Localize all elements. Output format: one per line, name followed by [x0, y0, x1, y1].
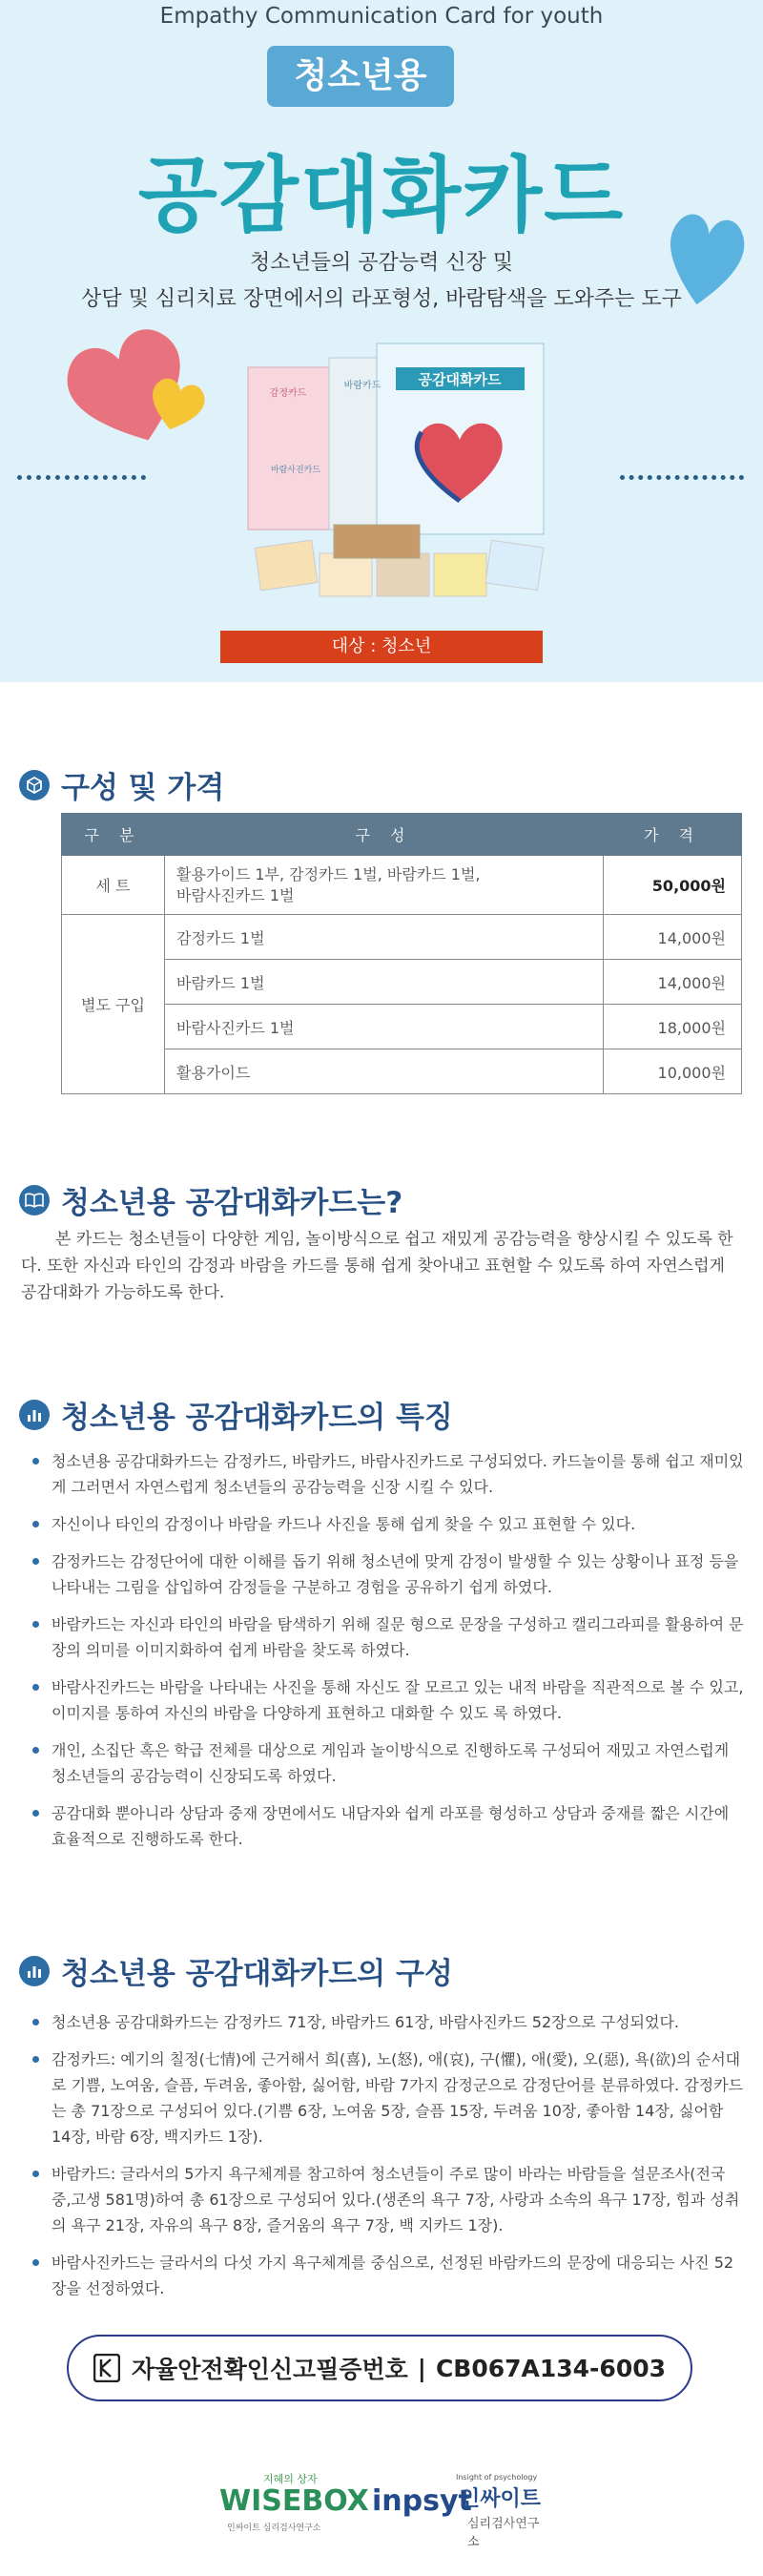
list-item: 개인, 소집단 혹은 학급 전체를 대상으로 게임과 놀이방식으로 진행하도록 구성되어 재밌고 자연스럽게 청소년들의 공감능력이 신장되도록 하였다.: [29, 1737, 744, 1789]
col-header-composition: 구 성: [165, 814, 604, 856]
section-about-header: [19, 1178, 402, 1221]
inpsyt-korean-name: 인싸이트: [460, 2487, 542, 2511]
set-items-line2: 바람사진카드 1벌: [176, 885, 295, 904]
audience-pill: 청소년용: [267, 46, 454, 107]
list-item: 자신이나 타인의 감정이나 바람을 카드나 사진을 통해 쉽게 찾을 수 있고 표현할 수 있다.: [29, 1511, 744, 1537]
features-list: [29, 1448, 744, 1863]
box-side-label-2: 바람카드: [343, 381, 382, 391]
list-item: 감정카드: 예기의 칠정(七情)에 근거해서 희(喜), 노(怒), 애(哀), 구(懼), 애(愛), 오(惡), 욕(欲)의 순서대로 기쁨, 노여움, 슬픔, 두려움, 좋아함, 싫어함, 바람 7가지 감정군으로 감정단어를 분류하였다. 감정카드는 총 71장으로 구성되어 있다.(기쁨 6장, 노여움 5장, 슬픔 15장, 두려움 10장, 좋아함 14장, 싫어함 14장, 바람 6장, 백지카드 1장).: [29, 2046, 744, 2150]
wisebox-tagline: 지혜의 상자: [263, 2473, 318, 2485]
list-item: 청소년용 공감대화카드는 감정카드, 바람카드, 바람사진카드로 구성되었다. 카드놀이를 통해 쉽고 재미있게 그러면서 자연스럽게 청소년들의 공감능력을 신장 시킬 수 있다.: [29, 1448, 744, 1500]
english-title: Empathy Communication Card for youth: [159, 4, 604, 29]
bar-chart-icon: [19, 1400, 50, 1430]
cube-icon: [19, 770, 50, 800]
item-name: 바람사진카드 1벌: [165, 1005, 604, 1049]
heart-blue-icon: [658, 191, 753, 315]
kc-mark-icon: [93, 2354, 120, 2382]
wisebox-logo: WISEBOX: [219, 2484, 369, 2518]
section-title: 청소년용 공감대화카드의 특징: [61, 1401, 453, 1435]
dotted-divider-right: [620, 475, 744, 480]
list-item: 공감대화 뿐아니라 상담과 중재 장면에서도 내담자와 쉽게 라포를 형성하고 상담과 중재를 짧은 시간에 효율적으로 진행하도록 한다.: [29, 1800, 744, 1852]
section-features-header: [19, 1393, 453, 1436]
book-icon: [19, 1185, 50, 1215]
set-items: [165, 856, 604, 915]
target-audience-bar: 대상 : 청소년: [220, 631, 543, 663]
table-row: [62, 856, 742, 915]
publisher-logos: [219, 2471, 544, 2549]
list-item: 바람사진카드는 글라서의 다섯 가지 욕구체계를 중심으로, 선정된 바람카드의 문장에 대응되는 사진 52장을 선정하였다.: [29, 2250, 744, 2301]
dotted-divider-left: [17, 475, 146, 480]
section-composition-header: [19, 1949, 453, 1992]
item-price: 14,000원: [604, 960, 742, 1005]
separate-label: 별도 구입: [62, 915, 165, 1094]
composition-list: [29, 2009, 744, 2313]
box-side-label-1: 감정카드: [269, 388, 307, 399]
product-box-image: [238, 339, 553, 615]
set-label: 세 트: [62, 856, 165, 915]
item-price: 14,000원: [604, 915, 742, 960]
certification-label: 자율안전확인신고필증번호: [131, 2356, 408, 2383]
inpsyt-subtitle: 심리검사연구소: [467, 2517, 540, 2549]
scallop-edge: [0, 668, 763, 689]
set-items-line1: 활용가이드 1부, 감정카드 1벌, 바람카드 1벌,: [176, 864, 481, 883]
heart-yellow-icon: [143, 377, 210, 434]
box-side-label-3: 바람사진카드: [270, 466, 321, 475]
col-header-price: 가 격: [604, 814, 742, 856]
item-price: 18,000원: [604, 1005, 742, 1049]
separator: |: [417, 2354, 426, 2382]
item-name: 활용가이드: [165, 1049, 604, 1094]
section-composition-price-header: [19, 763, 224, 806]
certification-number: CB067A134-6003: [435, 2354, 667, 2382]
hero-subtitle-line2: 상담 및 심리치료 장면에서의 라포형성, 바람탐색을 도와주는 도구: [81, 287, 682, 311]
inpsyt-tagline: Insight of psychology: [456, 2473, 538, 2482]
table-row: [62, 915, 742, 960]
item-price: 10,000원: [604, 1049, 742, 1094]
item-name: 감정카드 1벌: [165, 915, 604, 960]
list-item: 바람카드: 글라서의 5가지 욕구체계를 참고하여 청소년들이 주로 많이 바라는 바람들을 설문조사(전국 중,고생 581명)하여 총 61장으로 구성되어 있다.(생존의 욕구 7장, 사랑과 소속의 욕구 17장, 힘과 성취의 욕구 21장, 자유의 욕구 8장, 즐거움의 욕구 7장, 백 지카드 1장).: [29, 2161, 744, 2238]
hero-subtitle-line1: 청소년들의 공감능력 신장 및: [249, 251, 513, 275]
table-header-row: [62, 814, 742, 856]
about-paragraph: 본 카드는 청소년들이 다양한 게임, 놀이방식으로 쉽고 재밌게 공감능력을 향상시킬 수 있도록 한다. 또한 자신과 타인의 감정과 바람을 카드를 통해 쉽게 찾아내고 표현할 수 있도록 하여 자연스럽게 공감대화가 가능하도록 한다.: [21, 1230, 733, 1302]
price-table: [61, 813, 742, 1094]
list-item: 청소년용 공감대화카드는 감정카드 71장, 바람카드 61장, 바람사진카드 52장으로 구성되었다.: [29, 2009, 744, 2035]
section-title: 청소년용 공감대화카드는?: [61, 1186, 403, 1220]
product-title: 공감대화카드: [137, 148, 626, 243]
bar-chart-icon: [19, 1956, 50, 1986]
list-item: 감정카드는 감정단어에 대한 이해를 돕기 위해 청소년에 맞게 감정이 발생할 수 있는 상황이나 표정 등을 나타내는 그림을 삽입하여 감정들을 구분하고 경험을 공유하기 쉽게 하였다.: [29, 1548, 744, 1600]
hero-banner: [0, 0, 763, 682]
col-header-category: 구 분: [62, 814, 165, 856]
section-title: 청소년용 공감대화카드의 구성: [61, 1957, 453, 1991]
wisebox-subtitle: 인싸이트 심리검사연구소: [227, 2524, 321, 2533]
list-item: 바람사진카드는 바람을 나타내는 사진을 통해 자신도 잘 모르고 있는 내적 바람을 직관적으로 볼 수 있고, 이미지를 통하여 자신의 바람을 다양하게 표현하고 대화할 수 있도 록 하였다.: [29, 1674, 744, 1726]
box-main-title: 공감대화카드: [418, 371, 502, 388]
inpsyt-logo: inpsyt: [372, 2484, 472, 2518]
section-title: 구성 및 가격: [61, 771, 225, 805]
set-price: 50,000원: [604, 856, 742, 915]
list-item: 바람카드는 자신과 타인의 바람을 탐색하기 위해 질문 형으로 문장을 구성하고 캘리그라피를 활용하여 문장의 의미를 이미지화하여 쉽게 바람을 찾도록 하였다.: [29, 1611, 744, 1663]
safety-certification-badge: [67, 2335, 692, 2401]
item-name: 바람카드 1벌: [165, 960, 604, 1005]
